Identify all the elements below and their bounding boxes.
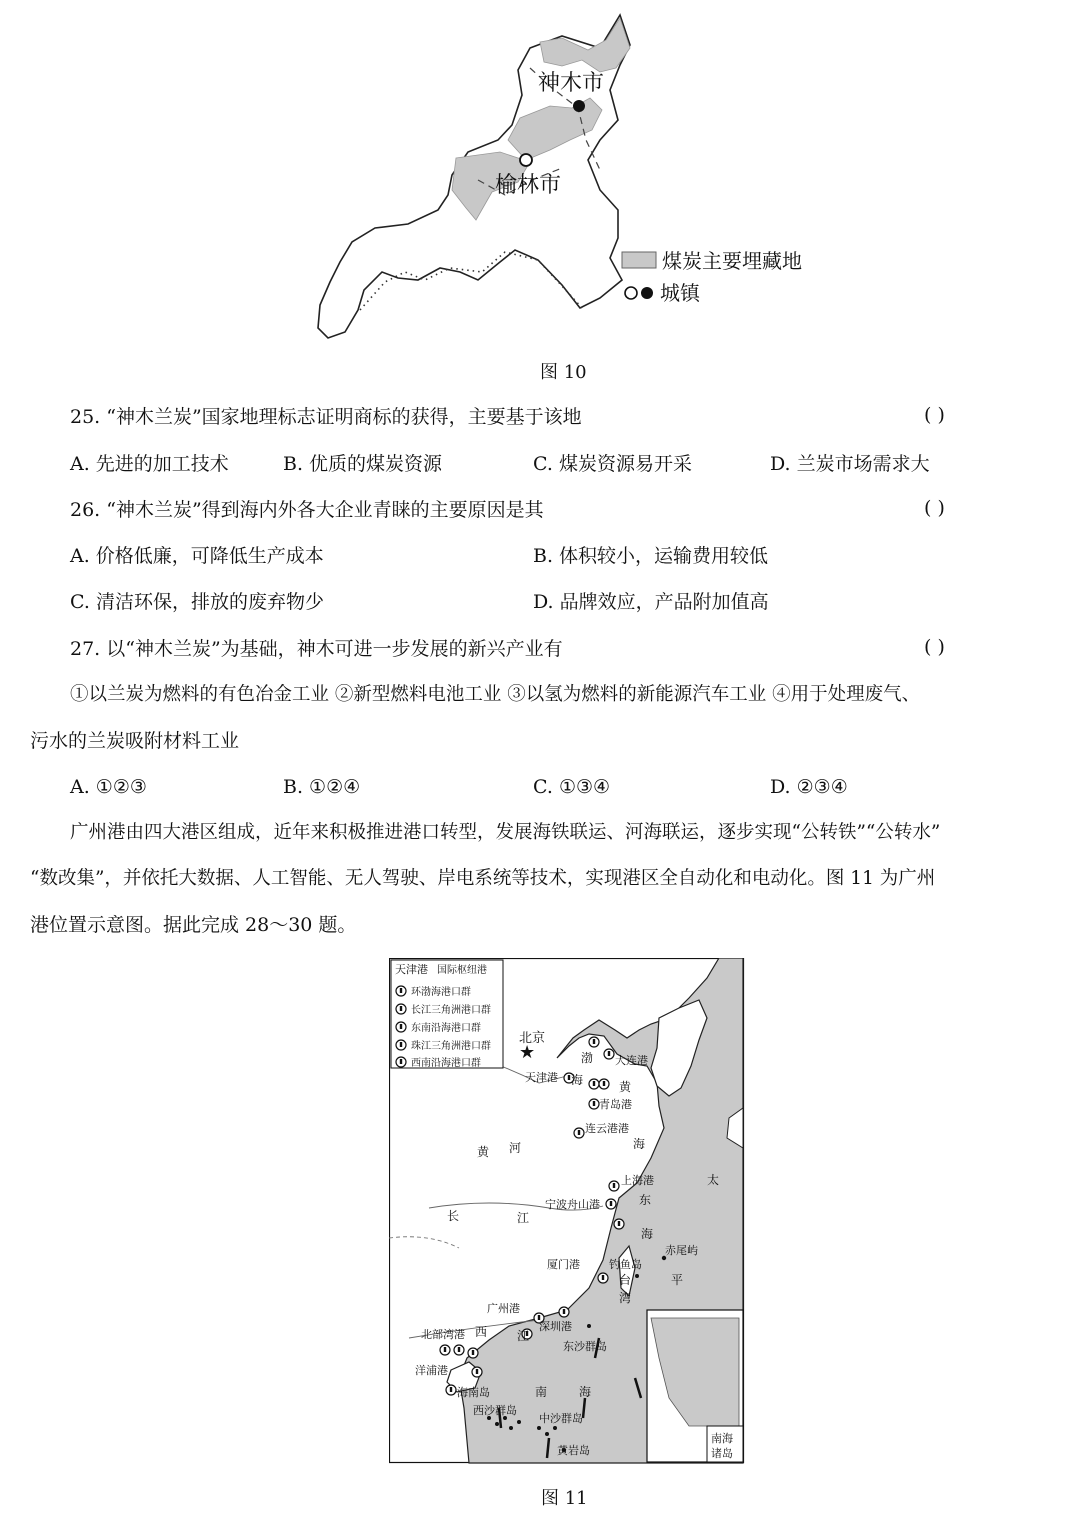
q25-option-c[interactable]: C. 煤炭资源易开采 xyxy=(533,453,692,475)
passage-line3: 港位置示意图。据此完成 28～30 题。 xyxy=(30,914,357,936)
legend-item-zhujiang: 珠江三角洲港口群 xyxy=(411,1041,491,1052)
label-ningbo: 宁波舟山港 xyxy=(545,1198,600,1211)
label-chiwei: 赤尾屿 xyxy=(665,1244,698,1257)
yulin-label: 榆林市 xyxy=(495,173,562,198)
q25-option-a[interactable]: A. 先进的加工技术 xyxy=(70,453,229,475)
legend-hub: 国际枢纽港 xyxy=(437,965,487,976)
q27-option-b[interactable]: B. ①②④ xyxy=(283,776,361,798)
label-changjiang-a: 长 xyxy=(447,1209,460,1223)
q27-answer-paren[interactable]: ( ) xyxy=(924,636,945,658)
q26-stem: 26. “神木兰炭”得到海内外各大企业青睐的主要原因是其 xyxy=(70,499,544,521)
q25-option-b[interactable]: B. 优质的煤炭资源 xyxy=(283,453,443,475)
label-beibuwan: 北部湾港 xyxy=(421,1328,465,1341)
q26-option-a[interactable]: A. 价格低廉，可降低生产成本 xyxy=(70,545,324,567)
legend-coal-label: 煤炭主要埋藏地 xyxy=(662,249,802,273)
label-xiamen: 厦门港 xyxy=(547,1258,580,1271)
q25-answer-paren[interactable]: ( ) xyxy=(924,404,945,426)
label-dongsha: 东沙群岛 xyxy=(563,1340,607,1353)
label-ping: 平 xyxy=(671,1273,684,1287)
label-xisha: 西沙群岛 xyxy=(473,1404,517,1417)
label-huanghe-a: 黄 xyxy=(477,1145,490,1159)
label-tai: 太 xyxy=(707,1173,720,1187)
q27-statements-line1: ①以兰炭为燃料的有色冶金工业 ②新型燃料电池工业 ③以氢为燃料的新能源汽车工业 ④用于处理废气、 xyxy=(70,684,921,705)
q25-stem: 25. “神木兰炭”国家地理标志证明商标的获得，主要基于该地 xyxy=(70,406,582,428)
label-tai-w: 台 xyxy=(619,1273,632,1287)
legend-item-bohai: 环渤海港口群 xyxy=(411,987,471,998)
q27-option-d[interactable]: D. ②③④ xyxy=(770,776,848,798)
shenmu-label: 神木市 xyxy=(538,71,605,96)
label-changjiang-b: 江 xyxy=(517,1211,530,1225)
q26-option-b[interactable]: B. 体积较小，运输费用较低 xyxy=(533,545,769,567)
label-qingdao: 青岛港 xyxy=(599,1098,632,1111)
figure-10-caption: 图 10 xyxy=(540,362,587,383)
figure-11-map xyxy=(389,958,745,1464)
label-huang: 黄 xyxy=(619,1080,632,1094)
label-hai3: 海 xyxy=(641,1227,654,1241)
legend-item-changjiang: 长江三角洲港口群 xyxy=(411,1005,491,1016)
beijing-star-icon: ★ xyxy=(519,1042,536,1063)
q27-option-c[interactable]: C. ①③④ xyxy=(533,776,611,798)
legend-item-dongnan: 东南沿海港口群 xyxy=(411,1023,481,1034)
q26-option-d[interactable]: D. 品牌效应，产品附加值高 xyxy=(533,591,769,613)
legend-town-filled-icon xyxy=(641,287,653,299)
label-xi: 西 xyxy=(475,1325,488,1339)
passage-line1: 广州港由四大港区组成，近年来积极推进港口转型，发展海铁联运、河海联运，逐步实现“公转铁”“公转水” xyxy=(70,822,941,843)
label-bo: 渤 xyxy=(581,1051,594,1065)
label-guangzhou: 广州港 xyxy=(487,1302,520,1315)
label-tianjin: 天津港 xyxy=(525,1071,558,1084)
q27-statements-line2: 污水的兰炭吸附材料工业 xyxy=(30,730,240,752)
legend-town-open-icon xyxy=(625,287,637,299)
q27-option-a[interactable]: A. ①②③ xyxy=(70,776,147,798)
q26-answer-paren[interactable]: ( ) xyxy=(924,497,945,519)
label-jiang: 江 xyxy=(517,1329,530,1343)
label-beijing: 北京 xyxy=(519,1031,546,1046)
inset-label-a: 南海 xyxy=(711,1432,733,1445)
label-hai1: 海 xyxy=(571,1073,584,1087)
label-hai2: 海 xyxy=(633,1137,646,1151)
passage-line2: “数改集”，并依托大数据、人工智能、无人驾驶、岸电系统等技术，实现港区全自动化和电动化。图 11 为广州 xyxy=(30,868,936,889)
label-dalian: 大连港 xyxy=(615,1054,648,1067)
label-hainan: 海南岛 xyxy=(457,1386,490,1399)
q26-option-c[interactable]: C. 清洁环保，排放的废弃物少 xyxy=(70,591,324,613)
q25-option-d[interactable]: D. 兰炭市场需求大 xyxy=(770,453,930,475)
label-shenzhen: 深圳港 xyxy=(539,1320,572,1333)
label-wan: 湾 xyxy=(619,1291,632,1305)
label-dong: 东 xyxy=(639,1193,652,1207)
label-nan: 南 xyxy=(535,1385,548,1399)
q27-stem: 27. 以“神木兰炭”为基础，神木可进一步发展的新兴产业有 xyxy=(70,638,563,660)
label-huangyan: 黄岩岛 xyxy=(557,1444,590,1457)
shenmu-city-dot xyxy=(573,100,585,112)
legend-coal-swatch xyxy=(622,252,656,268)
yulin-city-circle xyxy=(520,154,532,166)
label-lianyungang: 连云港港 xyxy=(585,1122,629,1135)
legend-town-label: 城镇 xyxy=(660,281,700,305)
label-zhongsha: 中沙群岛 xyxy=(539,1412,583,1425)
label-yangpu: 洋浦港 xyxy=(415,1364,448,1377)
inset-label-b: 诸岛 xyxy=(711,1447,733,1460)
label-hai4: 海 xyxy=(579,1385,592,1399)
figure-11-caption: 图 11 xyxy=(541,1488,588,1509)
label-huanghe-b: 河 xyxy=(509,1141,522,1155)
label-diaoyu: 钓鱼岛 xyxy=(609,1258,642,1271)
figure-10-map xyxy=(300,10,860,350)
legend-item-xinan: 西南沿海港口群 xyxy=(411,1058,481,1069)
legend-tianjin: 天津港 xyxy=(395,963,428,976)
label-shanghai: 上海港 xyxy=(621,1174,654,1187)
